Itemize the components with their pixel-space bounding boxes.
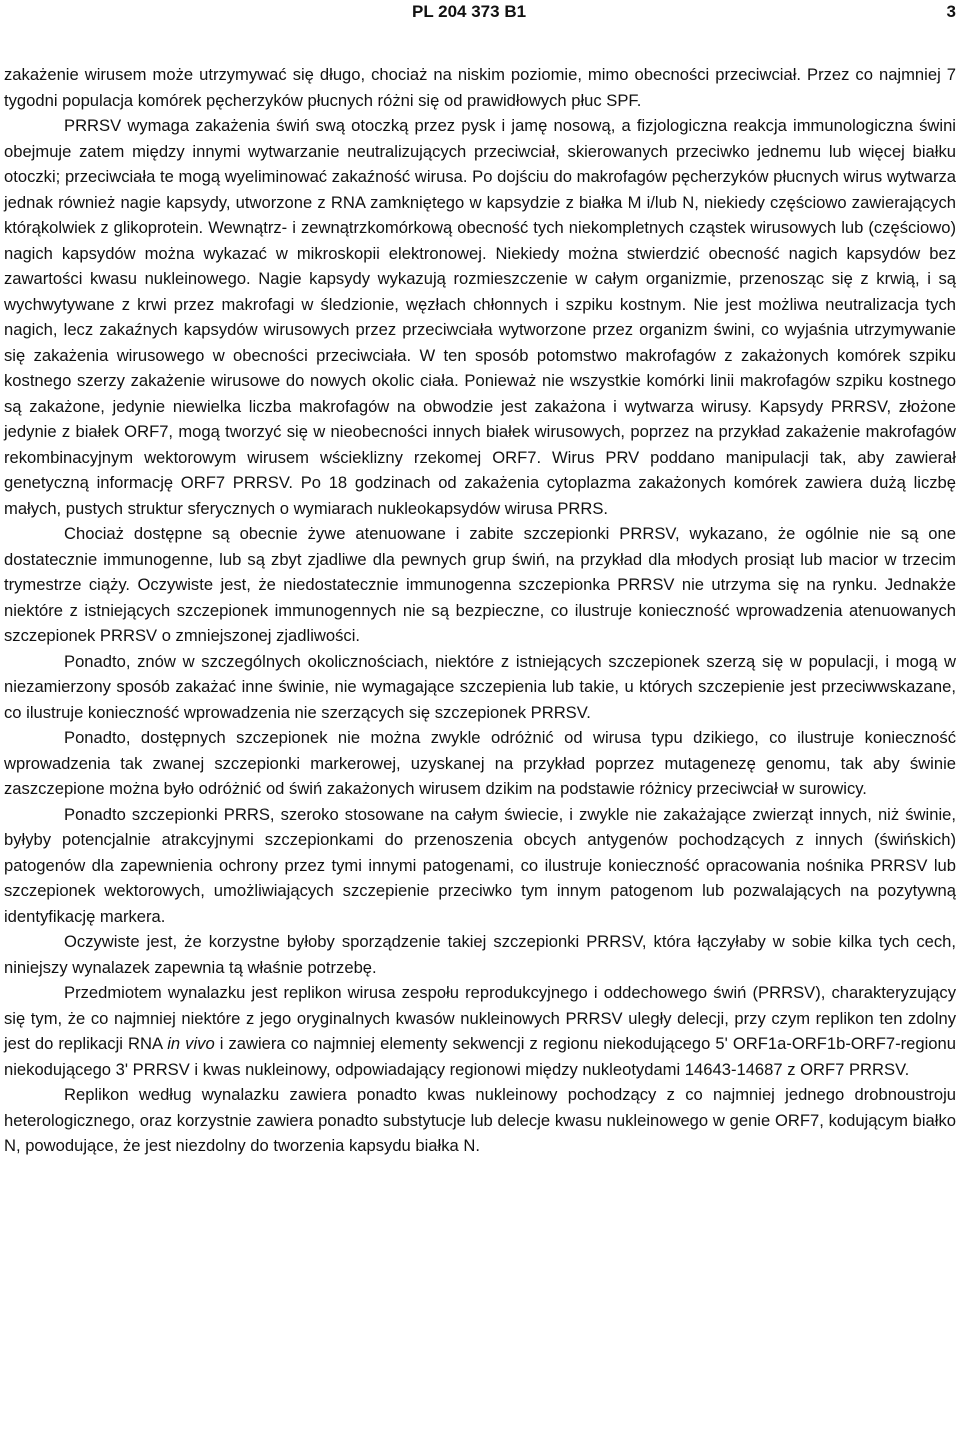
paragraph-8-text-after: i zawiera co najmniej elementy sekwencji z regionu niekodującego 5' ORF1a-ORF1b-ORF7-regionu niekodującego 3' PRRSV i kwas nukleinowy, odpowiadający regionowi między nukleotydami 14643-14687 z ORF7 PRRSV.: [4, 1034, 956, 1079]
page-header: [0, 0, 960, 30]
paragraph-3: Chociaż dostępne są obecnie żywe atenuowane i zabite szczepionki PRRSV, wykazano, że ogólnie nie są one dostatecznie immunogenne, lub są zbyt zjadliwe dla pewnych grup świń, na przykład dla młodych prosiąt lub macior w trzecim trymestrze ciąży. Oczywiste jest, że niedostatecznie immunogenna szczepionka PRRSV nie utrzyma się na rynku. Jednakże niektóre z istniejących szczepionek immunogennych nie są bezpieczne, co ilustruje konieczność wprowadzenia atenuowanych szczepionek PRRSV o zmniejszonej zjadliwości.: [4, 524, 956, 645]
paragraph-8-text-before: Przedmiotem wynalazku jest replikon wirusa zespołu reprodukcyjnego i oddechowego świń (PRRSV), charakteryzujący się tym, że co najmniej niektóre z jego oryginalnych kwasów nukleinowych PRRSV uległy delecji, przy czym replikon ten zdolny jest do replikacji RNA: [4, 983, 956, 1053]
paragraph-7: Oczywiste jest, że korzystne byłoby sporządzenie takiej szczepionki PRRSV, która łączyłaby w sobie kilka tych cech, niniejszy wynalazek zapewnia tą właśnie potrzebę.: [4, 932, 956, 977]
body-text: [4, 62, 956, 1159]
paragraph-9: Replikon według wynalazku zawiera ponadto kwas nukleinowy pochodzący z co najmniej jednego drobnoustroju heterologicznego, oraz korzystnie zawiera ponadto substytucje lub delecje kwasu nukleinowego w genie ORF7, kodującym białko N, powodujące, że jest niezdolny do tworzenia kapsydu białka N.: [4, 1085, 956, 1155]
paragraph-5: Ponadto, dostępnych szczepionek nie można zwykle odróżnić od wirusa typu dzikiego, co ilustruje konieczność wprowadzenia tak zwanej szczepionki markerowej, uzyskanej na przykład poprzez mutagenezę genomu, tak aby świnie zaszczepione można było odróżnić od świń zakażonych wirusem dzikim na podstawie różnicy przeciwciał w surowicy.: [4, 728, 956, 798]
paragraph-4: Ponadto, znów w szczególnych okolicznościach, niektóre z istniejących szczepionek szerzą się w populacji, i mogą w niezamierzony sposób zakażać inne świnie, nie wymagające szczepienia lub takie, u których szczepienie jest przeciwwskazane, co ilustruje konieczność wprowadzenia nie szerzących się szczepionek PRRSV.: [4, 651, 956, 722]
paragraph-2: PRRSV wymaga zakażenia świń swą otoczką przez pysk i jamę nosową, a fizjologiczna reakcja immunologiczna świni obejmuje zatem między innymi wytwarzanie neutralizujących przeciwciał, skierowanych przeciwko jednemu lub więcej białku otoczki; przeciwciała te mogą wyeliminować zakaźność wirusa. Po dojściu do makrofagów pęcherzyków płucnych wirus wytwarza jednak również nagie kapsydy, utworzone z RNA zamkniętego w kapsydzie z białka M i/lub N, niekiedy częściowo zawierających którąkolwiek z glikoprotein. Wewnątrz- i zewnątrzkomórkową obecność tych niekompletnych cząstek wirusowych lub (częściowo) nagich kapsydów można wykazać w mikroskopii elektronowej. Niekiedy można stwierdzić obecność nagich kapsydów bez zawartości kwasu nukleinowego. Nagie kapsydy wykazują rozmieszczenie w całym organizmie, przenosząc się z krwią, i są wychwytywane z krwi przez makrofagi w śledzionie, węzłach chłonnych i szpiku kostnym. Nie jest możliwa neutralizacja tych nagich, lecz zakaźnych kapsydów wirusowych przez przeciwciała wytworzone przez organizm świni, co wyjaśnia utrzymywanie się zakażenia wirusowego w obecności przeciwciała. W ten sposób potomstwo makrofagów z zakażonych komórek szpiku kostnego szerzy zakażenie wirusowe do nowych okolic ciała. Ponieważ nie wszystkie komórki linii makrofagów szpiku kostnego są zakażone, jedynie niewielka liczba makrofagów na obwodzie jest zakażona i wytwarza wirusy. Kapsydy PRRSV, złożone jedynie z białek ORF7, mogą tworzyć się w nieobecności innych białek wirusowych, poprzez na przykład zakażenie makrofagów rekombinacyjnym wektorowym wirusem wścieklizny rzekomej ORF7. Wirus PRV poddano manipulacji tak, aby zawierał genetyczną informację ORF7 PRRSV. Po 18 godzinach od zakażenia cytoplazma zakażonych komórek zawiera dużą liczbę małych, pustych struktur sferycznych o wymiarach nukleokapsydów wirusa PRRS.: [4, 116, 956, 518]
patent-number: PL 204 373 B1: [412, 2, 527, 21]
paragraph-1: zakażenie wirusem może utrzymywać się długo, chociaż na niskim poziomie, mimo obecności przeciwciał. Przez co najmniej 7 tygodni populacja komórek pęcherzyków płucnych różni się od prawidłowych płuc SPF.: [4, 65, 956, 110]
paragraph-6: Ponadto szczepionki PRRS, szeroko stosowane na całym świecie, i zwykle nie zakażające zwierząt innych, niż świnie, byłyby potencjalnie atrakcyjnymi szczepionkami do przenoszenia obcych antygenów pochodzących z innych (świńskich) patogenów dla zapewnienia ochrony przez tymi innymi patogenami, co ilustruje konieczność opracowania nośnika PRRSV lub szczepionek wektorowych, umożliwiających szczepienie przeciwko tym innym patogenom lub pozwalających na pozytywną identyfikację markera.: [4, 804, 956, 926]
in-vivo-term: in vivo: [167, 1034, 215, 1053]
page-number: 3: [946, 2, 956, 21]
paragraph-8: [4, 980, 956, 1082]
